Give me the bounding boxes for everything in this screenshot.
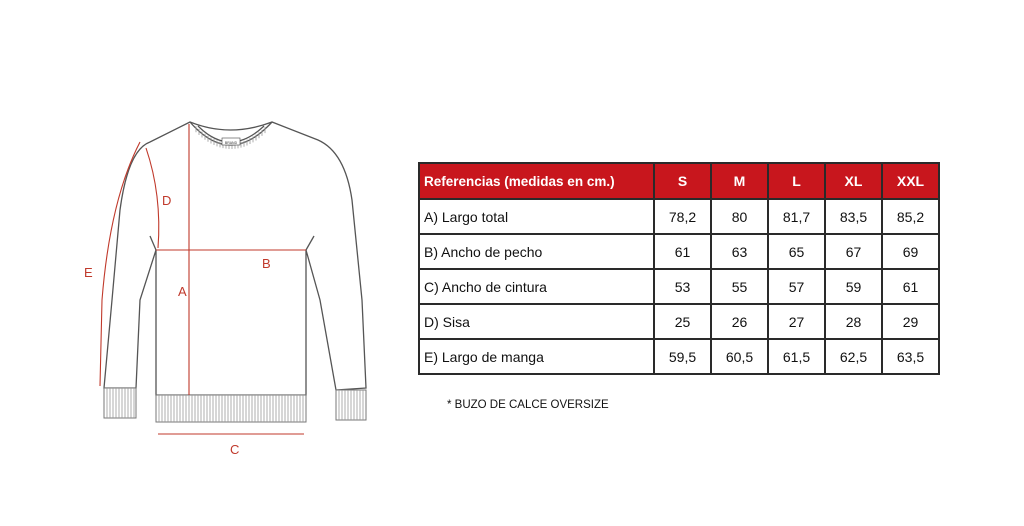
cell-value: 27 [768,304,825,339]
row-label: C) Ancho de cintura [419,269,654,304]
cell-value: 78,2 [654,199,711,234]
row-label: A) Largo total [419,199,654,234]
row-label: D) Sisa [419,304,654,339]
sweater-body-outline [104,122,366,395]
cell-value: 61 [882,269,939,304]
header-size: M [711,163,768,199]
header-size: XL [825,163,882,199]
cell-value: 61 [654,234,711,269]
label-d: D [162,193,172,208]
cell-value: 57 [768,269,825,304]
footnote: * BUZO DE CALCE OVERSIZE [447,399,609,411]
label-a: A [178,284,187,299]
cell-value: 67 [825,234,882,269]
table-row [419,199,939,234]
cell-value: 62,5 [825,339,882,374]
cell-value: 69 [882,234,939,269]
cell-value: 63 [711,234,768,269]
label-b: B [262,256,271,271]
size-chart-table [418,162,940,375]
cell-value: 83,5 [825,199,882,234]
cell-value: 25 [654,304,711,339]
header-references: Referencias (medidas en cm.) [419,163,654,199]
label-e: E [84,265,93,280]
cell-value: 28 [825,304,882,339]
row-label: E) Largo de manga [419,339,654,374]
brand-tag-text: BRAND [224,141,238,145]
cell-value: 59 [825,269,882,304]
measure-line-d [146,148,159,248]
cell-value: 63,5 [882,339,939,374]
header-size: XXL [882,163,939,199]
table-row [419,234,939,269]
row-label: B) Ancho de pecho [419,234,654,269]
table-header-row [419,163,939,199]
cell-value: 29 [882,304,939,339]
cell-value: 61,5 [768,339,825,374]
header-size: S [654,163,711,199]
cell-value: 55 [711,269,768,304]
table-row [419,304,939,339]
header-size: L [768,163,825,199]
measure-line-e [100,142,140,386]
cell-value: 65 [768,234,825,269]
table-row [419,269,939,304]
sweater-diagram [60,100,400,480]
label-c: C [230,442,240,457]
cell-value: 53 [654,269,711,304]
cell-value: 85,2 [882,199,939,234]
cell-value: 81,7 [768,199,825,234]
cell-value: 59,5 [654,339,711,374]
cell-value: 80 [711,199,768,234]
table-row [419,339,939,374]
cell-value: 60,5 [711,339,768,374]
cell-value: 26 [711,304,768,339]
